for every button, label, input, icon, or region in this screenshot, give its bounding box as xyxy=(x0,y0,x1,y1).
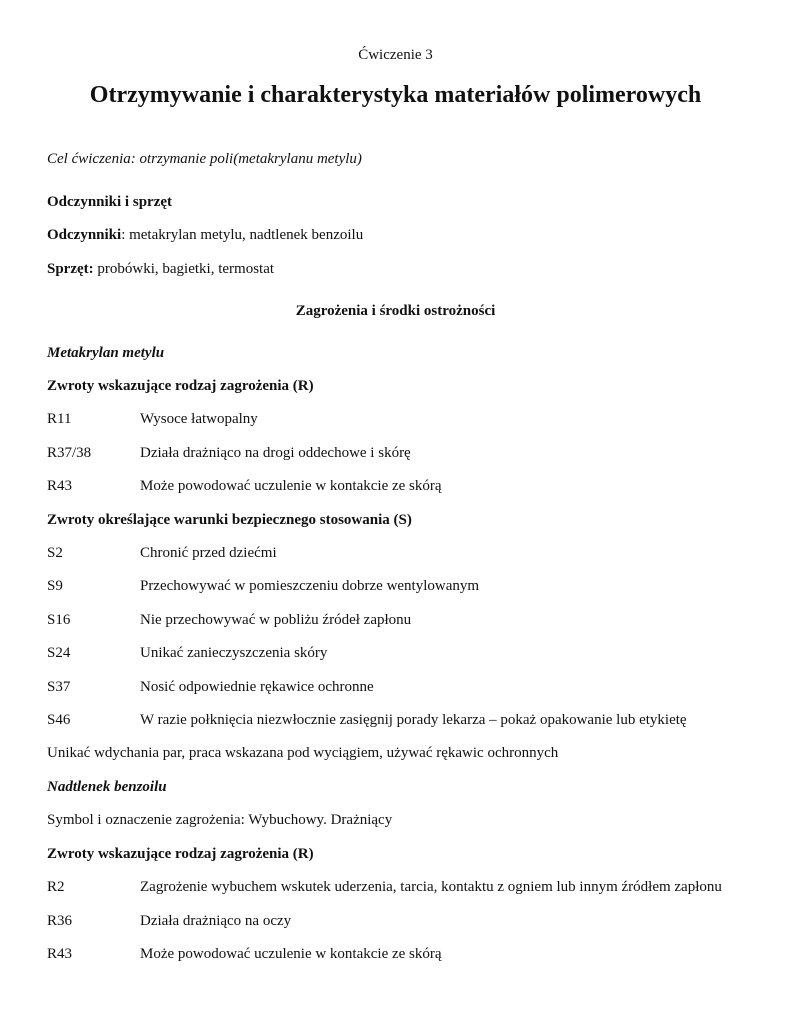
hazards-heading: Zagrożenia i środki ostrożności xyxy=(295,303,496,319)
r-phrase-row xyxy=(47,477,442,495)
substance2-symbol-text: Symbol i oznaczenie zagrożenia: Wybuchowy. Drażniący xyxy=(47,812,393,828)
r-phrase-row xyxy=(47,444,411,462)
s-phrase-code: S37 xyxy=(47,679,71,695)
s-phrase-text: Chronić przed dziećmi xyxy=(140,545,277,561)
r-phrase-row xyxy=(47,410,258,428)
page-title-text: Otrzymywanie i charakterystyka materiałów polimerowych xyxy=(89,82,702,108)
r-phrase-row xyxy=(47,878,722,896)
s-phrase-row xyxy=(47,577,479,595)
r-phrase-text: Zagrożenie wybuchem wskutek uderzenia, tarcia, kontaktu z ogniem lub innym źródłem zapłonu xyxy=(140,879,722,895)
page-title xyxy=(0,80,791,110)
r-phrase-code: R43 xyxy=(47,478,73,494)
s-phrase-row xyxy=(47,678,374,696)
r-phrase-code: R36 xyxy=(47,913,73,929)
s-phrase-text: W razie połknięcia niezwłocznie zasięgnij porady lekarza – pokaż opakowanie lub etykietę xyxy=(140,712,687,728)
substance1-s-heading: Zwroty określające warunki bezpiecznego stosowania (S) xyxy=(47,512,412,528)
r-phrase-text: Może powodować uczulenie w kontakcie ze skórą xyxy=(140,478,442,494)
substance1-r-heading: Zwroty wskazujące rodzaj zagrożenia (R) xyxy=(47,378,314,394)
s-phrase-code: S16 xyxy=(47,612,71,628)
r-phrase-text: Działa drażniąco na drogi oddechowe i skórę xyxy=(140,445,411,461)
reagents-line xyxy=(47,226,363,244)
r-phrase-text: Działa drażniąco na oczy xyxy=(140,913,292,929)
r-phrase-code: R37/38 xyxy=(47,445,92,461)
r-phrase-code: R2 xyxy=(47,879,65,895)
s-phrase-code: S2 xyxy=(47,545,63,561)
r-phrase-text: Może powodować uczulenie w kontakcie ze skórą xyxy=(140,946,442,962)
s-phrase-text: Nie przechowywać w pobliżu źródeł zapłonu xyxy=(140,612,412,628)
s-phrase-text: Przechowywać w pomieszczeniu dobrze wentylowanym xyxy=(140,578,480,594)
r-phrase-code: R43 xyxy=(47,946,73,962)
r-phrase-text: Wysoce łatwopalny xyxy=(140,411,258,427)
substance1-name: Metakrylan metylu xyxy=(47,345,165,361)
s-phrase-code: S46 xyxy=(47,712,71,728)
r-phrase-code: R11 xyxy=(47,411,72,427)
materials-heading: Odczynniki i sprzęt xyxy=(47,194,173,210)
substance2-name: Nadtlenek benzoilu xyxy=(47,779,167,795)
s-phrase-text: Unikać zanieczyszczenia skóry xyxy=(140,645,328,661)
equipment-line xyxy=(47,260,274,278)
r-phrase-row xyxy=(47,912,291,930)
goal-text: Cel ćwiczenia: otrzymanie poli(metakrylanu metylu) xyxy=(47,151,362,167)
reagents-text: : metakrylan metylu, nadtlenek benzoilu xyxy=(121,227,364,243)
substance2-r-heading: Zwroty wskazujące rodzaj zagrożenia (R) xyxy=(47,846,314,862)
s-phrase-row xyxy=(47,544,277,562)
equipment-label: Sprzęt: xyxy=(47,261,94,277)
equipment-text: probówki, bagietki, termostat xyxy=(93,261,275,277)
s-phrase-code: S9 xyxy=(47,578,63,594)
substance1-note: Unikać wdychania par, praca wskazana pod wyciągiem, używać rękawic ochronnych xyxy=(47,745,559,761)
s-phrase-row xyxy=(47,711,687,729)
s-phrase-code: S24 xyxy=(47,645,71,661)
s-phrase-row xyxy=(47,644,327,662)
r-phrase-row xyxy=(47,945,442,963)
exercise-label: Ćwiczenie 3 xyxy=(358,47,433,63)
s-phrase-text: Nosić odpowiednie rękawice ochronne xyxy=(140,679,374,695)
reagents-label: Odczynniki xyxy=(47,227,122,243)
s-phrase-row xyxy=(47,611,411,629)
